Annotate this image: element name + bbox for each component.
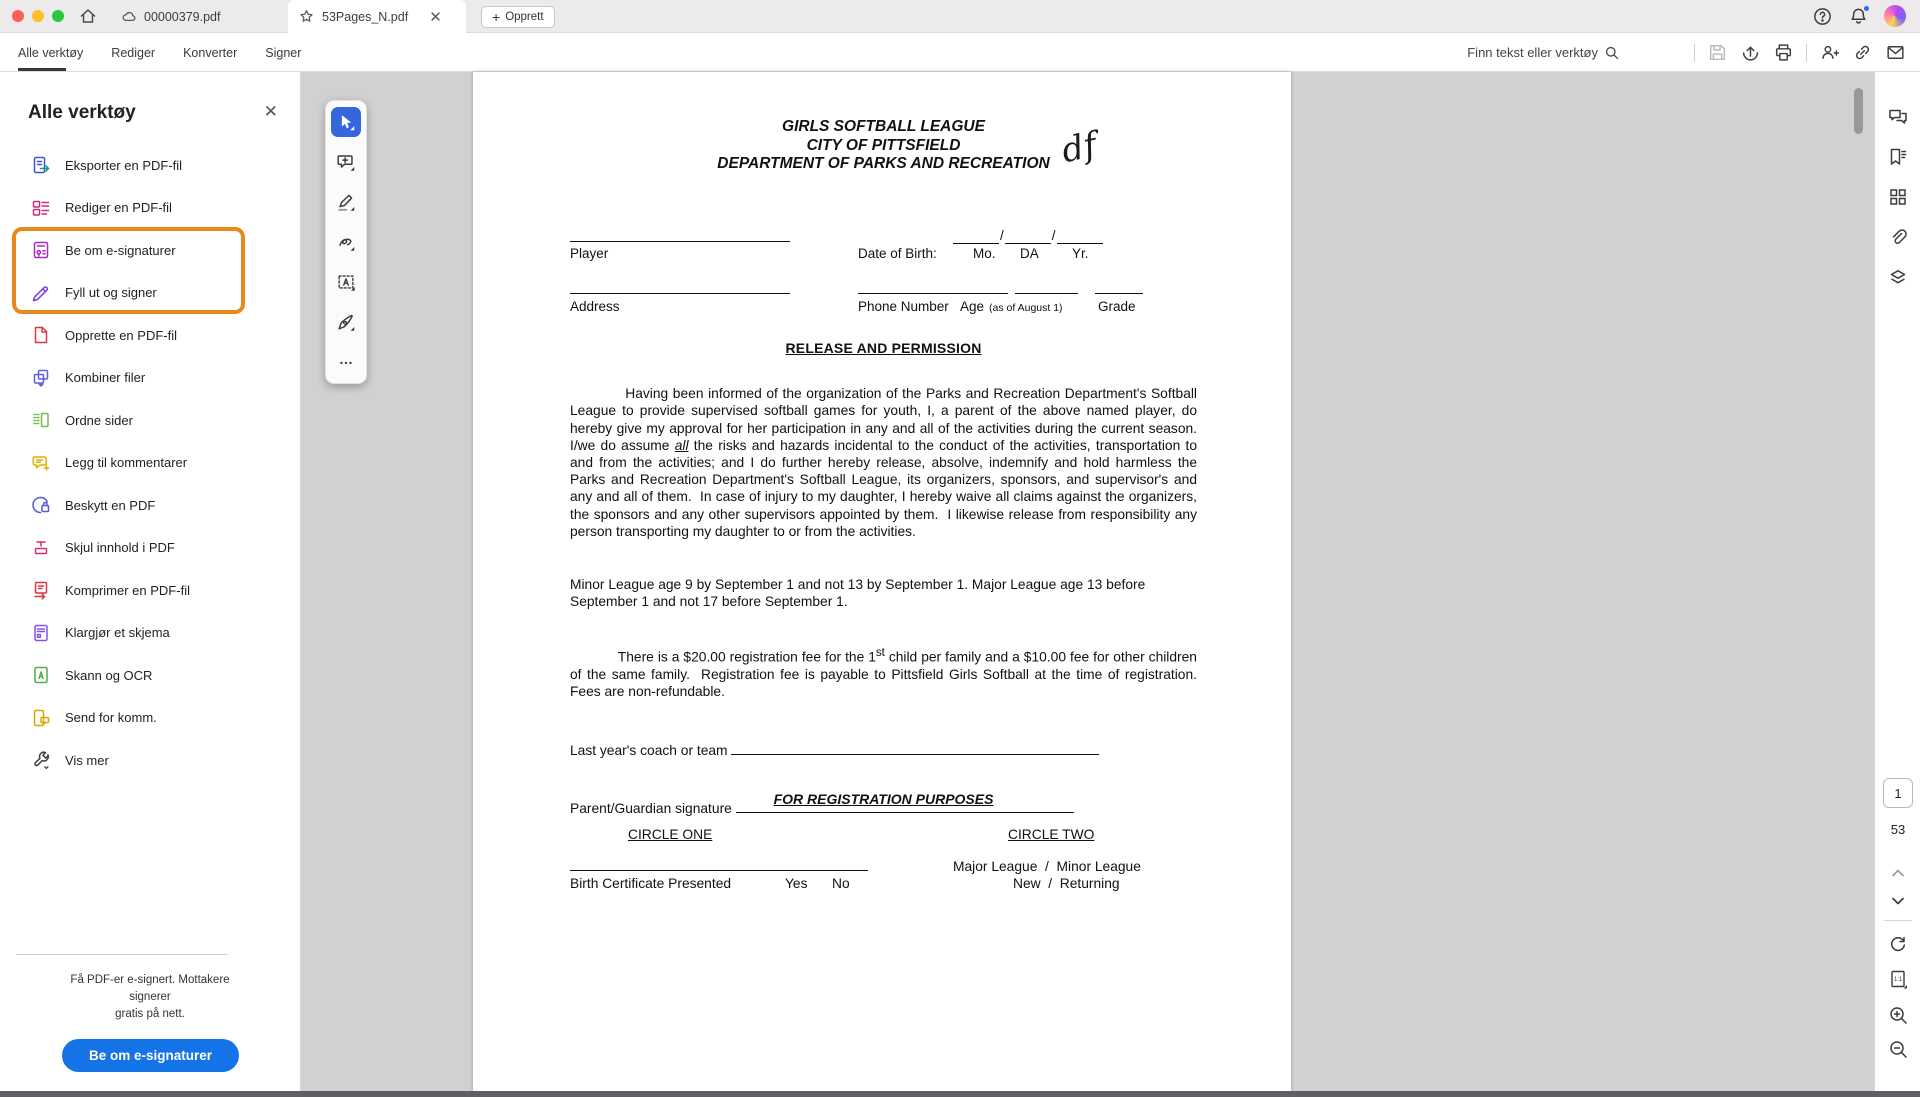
sidebar-item-fyll-ut-og-signer[interactable] — [0, 272, 300, 315]
attachments-icon[interactable] — [1887, 226, 1909, 248]
tab-bar — [0, 0, 1920, 33]
sidebar-item-label: Eksporter en PDF-fil — [65, 157, 183, 173]
tab-00000379[interactable] — [110, 0, 230, 33]
document-viewport — [301, 72, 1874, 1091]
age-line — [1015, 293, 1078, 294]
print-icon[interactable] — [1773, 42, 1794, 63]
player-label: Player — [570, 246, 609, 261]
draw-tool[interactable] — [331, 227, 361, 257]
document-title: GIRLS SOFTBALL LEAGUE CITY OF PITTSFIELD DEPARTMENT OF PARKS AND RECREATION — [717, 118, 1050, 172]
dob-mo-label: Mo. — [973, 246, 996, 261]
address-line — [570, 293, 790, 294]
vertical-scrollbar[interactable] — [1854, 88, 1863, 134]
sidebar-item-vis-mer[interactable] — [0, 739, 300, 782]
divider — [1884, 920, 1912, 921]
yes-label: Yes — [785, 876, 808, 891]
add-comment-tool[interactable] — [331, 147, 361, 177]
menu-konverter[interactable]: Konverter — [183, 45, 238, 60]
bookmarks-icon[interactable] — [1887, 146, 1909, 168]
sidebar-item-label: Beskytt en PDF — [65, 497, 156, 513]
league-age-paragraph: Minor League age 9 by September 1 and not 13 by September 1. Major League age 13 before September 1 and not 17 before September 1. — [570, 577, 1150, 610]
sidebar-item-label: Send for komm. — [65, 710, 157, 726]
phone-line — [858, 293, 1008, 294]
menu-alle-verktoy[interactable]: Alle verktøy — [18, 45, 84, 60]
sidebar-item-label: Kombiner filer — [65, 370, 146, 386]
release-text-block — [570, 368, 1205, 818]
zoom-out-icon[interactable] — [1887, 1038, 1909, 1060]
main-toolbar — [0, 33, 1920, 72]
request-esignatures-button[interactable]: Be om e-signaturer — [62, 1039, 239, 1072]
page-down-icon[interactable] — [1887, 890, 1909, 912]
pdf-page — [473, 72, 1291, 1091]
page-number-input[interactable]: 1 — [1883, 778, 1913, 808]
all-tools-panel — [0, 72, 301, 1091]
address-label: Address — [570, 299, 620, 314]
sidebar-item-skjul-innhold-i-pdf[interactable] — [0, 527, 300, 570]
send-comments-icon — [31, 708, 51, 728]
handwritten-initials: df — [1058, 124, 1101, 172]
zoom-window-button[interactable] — [52, 10, 64, 22]
release-paragraph: Having been informed of the organization of the Parks and Recreation Department's Softball League to provide supervised softball games for youth, I, a parent of the above named player, do hereby give my approval for her participation in any and all of the activities during the current season. I/we do assume all the risks and hazards incidental to the conduct of the activities, transportation to and from the activities; and I do further hereby release, absolve, indemnify and hold harmless the Parks and Recreation Department's Softball League, its organizers, sponsors, and supervisor's and any and all of them. In case of injury to my daughter, I hereby waive all claims against the organizers, the sponsors and any other supervisors appointed by them. I likewise release from responsibility any person transporting my daughter to or from the activities. — [570, 386, 1205, 539]
sidebar-item-be-om-e-signaturer[interactable] — [0, 229, 300, 272]
rotate-icon[interactable] — [1887, 934, 1909, 956]
birth-cert-line — [570, 870, 868, 871]
sidebar-item-label: Opprette en PDF-fil — [65, 327, 177, 343]
cloud-icon — [120, 8, 137, 25]
sidebar-item-komprimer-en-pdf-fil[interactable] — [0, 569, 300, 612]
phone-label: Phone Number — [858, 299, 949, 314]
sidebar-item-label: Legg til kommentarer — [65, 455, 188, 471]
notifications-bell-icon[interactable] — [1848, 6, 1869, 27]
zoom-in-icon[interactable] — [1887, 1004, 1909, 1026]
panel-title: Alle verktøy — [28, 102, 136, 123]
dob-da-label: DA — [1020, 246, 1039, 261]
sidebar-item-legg-til-kommentarer[interactable] — [0, 442, 300, 485]
age-note: (as of August 1) — [989, 302, 1063, 314]
upload-icon[interactable] — [1740, 42, 1761, 63]
sidebar-item-beskytt-en-pdf[interactable] — [0, 484, 300, 527]
save-icon[interactable] — [1707, 42, 1728, 63]
sidebar-item-ordne-sider[interactable] — [0, 399, 300, 442]
sidebar-item-label: Ordne sider — [65, 412, 133, 428]
grade-line — [1095, 293, 1143, 294]
sidebar-item-klargj-r-et-skjema[interactable] — [0, 612, 300, 655]
tab-53pages[interactable] — [288, 0, 466, 33]
sidebar-item-eksporter-en-pdf-fil[interactable] — [0, 144, 300, 187]
menu-signer[interactable]: Signer — [265, 45, 302, 60]
plus-icon: + — [492, 9, 501, 25]
highlight-tool[interactable] — [331, 187, 361, 217]
comments-panel-icon[interactable] — [1887, 106, 1909, 128]
edit-pdf-icon — [31, 198, 51, 218]
more-tools[interactable] — [331, 347, 361, 377]
sidebar-item-label: Klargjør et skjema — [65, 625, 170, 641]
sidebar-item-skann-og-ocr[interactable] — [0, 654, 300, 697]
coach-row: Last year's coach or team — [570, 741, 1197, 759]
sidebar-tools-list — [0, 144, 300, 782]
compress-pdf-icon — [31, 580, 51, 600]
text-select-tool[interactable] — [331, 267, 361, 297]
layers-icon[interactable] — [1887, 266, 1909, 288]
right-rail — [1874, 72, 1920, 1091]
no-label: No — [832, 876, 850, 891]
create-pdf-icon — [31, 325, 51, 345]
sidebar-item-send-for-komm-[interactable] — [0, 697, 300, 740]
sidebar-item-label: Komprimer en PDF-fil — [65, 582, 190, 598]
profile-avatar[interactable] — [1884, 5, 1906, 27]
prepare-form-icon — [31, 623, 51, 643]
svg-text:1:1: 1:1 — [1894, 977, 1903, 983]
close-tab-icon[interactable]: ✕ — [429, 8, 442, 26]
sidebar-item-label: Skann og OCR — [65, 667, 153, 683]
birth-cert-label: Birth Certificate Presented — [570, 876, 732, 891]
window-bottom-edge — [0, 1091, 1920, 1097]
dob-yr-label: Yr. — [1072, 246, 1089, 261]
page-thumbnails-icon[interactable] — [1887, 186, 1909, 208]
export-pdf-icon — [31, 155, 51, 175]
dob-label: Date of Birth: — [858, 246, 937, 261]
signature-row: Parent/Guardian signature — [570, 799, 1197, 817]
window-controls — [12, 10, 64, 22]
home-icon[interactable] — [78, 6, 98, 26]
redact-pdf-icon — [31, 538, 51, 558]
esign-promo-text: Få PDF-er e-signert. Mottakere signerer gratis på nett. — [70, 974, 230, 1020]
sidebar-item-kombiner-filer[interactable] — [0, 357, 300, 400]
search-icon — [1604, 45, 1620, 61]
new-returning-label: New / Returning — [1013, 876, 1120, 891]
sidebar-item-label: Fyll ut og signer — [65, 285, 157, 301]
mail-icon[interactable] — [1885, 42, 1906, 63]
select-tool[interactable] — [331, 107, 361, 137]
tab-label: 53Pages_N.pdf — [322, 9, 409, 24]
registration-heading: FOR REGISTRATION PURPOSES — [773, 791, 994, 807]
divider — [16, 954, 228, 955]
divider — [1806, 44, 1807, 62]
fit-page-icon[interactable] — [1887, 968, 1909, 990]
circle-two-label: CIRCLE TWO — [1008, 827, 1095, 842]
page-total: 53 — [1890, 822, 1906, 837]
menu-bar — [18, 33, 301, 72]
coach-line — [731, 741, 1099, 755]
sidebar-item-rediger-en-pdf-fil[interactable] — [0, 187, 300, 230]
page-up-icon[interactable] — [1887, 862, 1909, 884]
star-icon[interactable] — [298, 8, 315, 25]
tab-label: 00000379.pdf — [144, 9, 221, 24]
sidebar-item-label: Skjul innhold i PDF — [65, 540, 175, 556]
help-icon[interactable] — [1812, 6, 1833, 27]
notification-dot — [1863, 5, 1870, 12]
sidebar-item-opprette-en-pdf-fil[interactable] — [0, 314, 300, 357]
search-box[interactable] — [1467, 33, 1620, 72]
wrench-icon — [31, 750, 51, 770]
fill-sign-icon — [31, 283, 51, 303]
organize-pages-icon — [31, 410, 51, 430]
close-window-button[interactable] — [12, 10, 24, 22]
minimize-window-button[interactable] — [32, 10, 44, 22]
quick-tools-toolbar — [325, 100, 367, 384]
link-icon[interactable] — [1852, 42, 1873, 63]
close-panel-icon[interactable]: ✕ — [263, 102, 278, 121]
age-label: Age — [960, 299, 985, 314]
add-comments-icon — [31, 453, 51, 473]
menu-rediger[interactable]: Rediger — [111, 45, 156, 60]
add-user-icon[interactable] — [1819, 42, 1840, 63]
dob-lines: / / — [953, 228, 1103, 244]
sign-tool[interactable] — [331, 307, 361, 337]
release-heading: RELEASE AND PERMISSION — [785, 340, 982, 356]
player-line — [570, 241, 790, 242]
request-signatures-icon — [31, 240, 51, 260]
sidebar-item-label: Vis mer — [65, 752, 109, 768]
major-minor-label: Major League / Minor League — [953, 859, 1141, 874]
grade-label: Grade — [1098, 299, 1136, 314]
fee-paragraph: There is a $20.00 registration fee for the 1st child per family and a $10.00 fee for other children of the same family. Registration fee is payable to Pittsfield Girls Softball at the time of registration. Fees are non-refundable. — [570, 646, 1205, 699]
scan-ocr-icon — [31, 665, 51, 685]
sidebar-item-label: Be om e-signaturer — [65, 242, 176, 258]
divider — [1694, 44, 1695, 62]
create-tab-button[interactable]: + Opprett — [481, 6, 555, 28]
search-label: Finn tekst eller verktøy — [1467, 45, 1598, 60]
protect-pdf-icon — [31, 495, 51, 515]
combine-files-icon — [31, 368, 51, 388]
circle-one-label: CIRCLE ONE — [628, 827, 713, 842]
sidebar-item-label: Rediger en PDF-fil — [65, 200, 172, 216]
